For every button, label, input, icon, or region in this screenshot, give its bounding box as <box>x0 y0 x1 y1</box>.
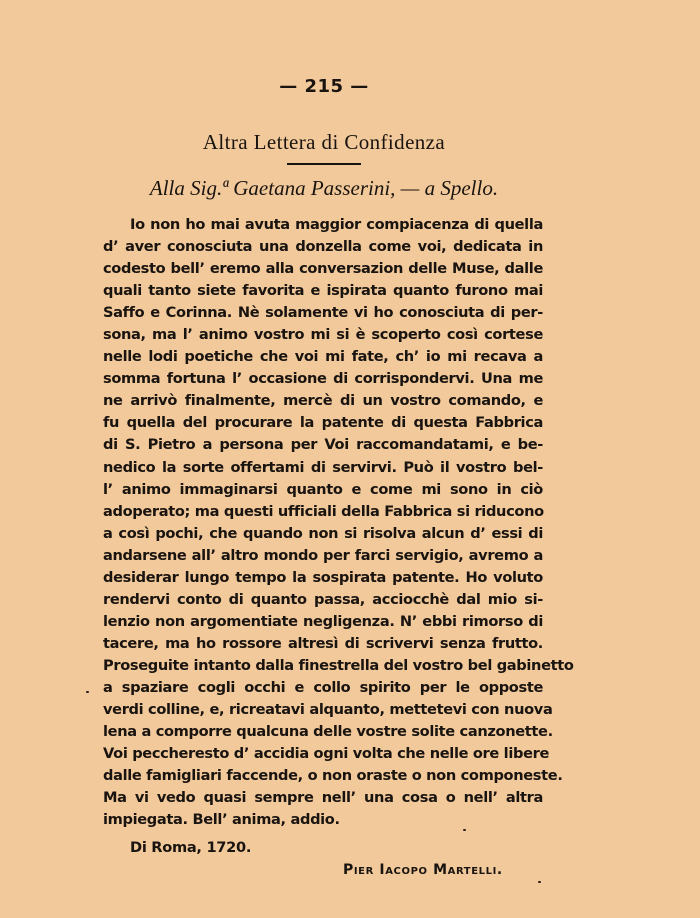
title-divider <box>287 163 361 165</box>
body-line: nedico la sorte offertami di servirvi. Può il vostro bel- <box>103 458 543 476</box>
body-line: fu quella del procurare la patente di questa Fabbrica <box>103 414 543 432</box>
page-number: — 215 — <box>279 76 369 97</box>
body-line: Saffo e Corinna. Nè solamente vi ho conosciuta di per- <box>103 304 543 322</box>
body-line: lena a comporre qualcuna delle vostre solite canzonette. <box>103 723 553 741</box>
body-line: desiderar lungo tempo la sospirata patente. Ho voluto <box>103 568 543 586</box>
print-speck <box>538 881 541 883</box>
body-line: Io non ho mai avuta maggior compiacenza di quella <box>130 216 543 233</box>
letter-dateline: Di Roma, 1720. <box>130 839 252 856</box>
letter-addressee: Alla Sig.ª Gaetana Passerini, — a Spello. <box>149 176 499 200</box>
body-line: dalle famigliari faccende, o non oraste o non componeste. <box>103 767 563 785</box>
body-line: impiegata. Bell’ anima, addio. <box>103 811 340 829</box>
letter-title: Altra Lettera di Confidenza <box>202 130 446 154</box>
body-line: lenzio non argomentiate negligenza. N’ ebbi rimorso di <box>103 612 543 630</box>
body-line: di S. Pietro a persona per Voi raccomandatami, e be- <box>103 436 543 454</box>
body-line: tacere, ma ho rossore altresì di scrivervi senza frutto. <box>103 634 543 652</box>
body-line: andarsene all’ altro mondo per farci servigio, avremo a <box>103 546 543 564</box>
print-speck <box>463 829 466 831</box>
body-line: nelle lodi poetiche che voi mi fate, ch’ io mi recava a <box>103 348 543 366</box>
print-speck <box>86 691 89 693</box>
body-line: Voi peccheresto d’ accidia ogni volta che nelle ore libere <box>103 745 550 763</box>
body-line: a spaziare cogli occhi e collo spirito per le opposte <box>103 678 543 696</box>
body-line: codesto bell’ eremo alla conversazion delle Muse, dalle <box>103 260 543 278</box>
body-line: somma fortuna l’ occasione di corrispondervi. Una me <box>103 370 543 388</box>
body-line: adoperato; ma questi ufficiali della Fabbrica si riducono <box>103 502 544 520</box>
body-line: a così pochi, che quando non si risolva alcun d’ essi di <box>103 524 543 542</box>
body-line: sona, ma l’ animo vostro mi si è scoperto così cortese <box>103 326 543 344</box>
body-line: rendervi conto di quanto passa, acciocchè dal mio si- <box>103 590 543 608</box>
body-line: verdi colline, e, ricreatavi alquanto, mettetevi con nuova <box>103 701 553 719</box>
body-line: ne arrivò finalmente, mercè di un vostro comando, e <box>103 392 543 410</box>
letter-body <box>103 214 574 831</box>
body-line: Ma vi vedo quasi sempre nell’ una cosa o nell’ altra <box>103 789 543 807</box>
body-line: d’ aver conosciuta una donzella come voi, dedicata in <box>103 238 543 256</box>
body-line: Proseguite intanto dalla finestrella del vostro bel gabinetto <box>103 656 574 674</box>
body-line: quali tanto siete favorita e ispirata quanto furono mai <box>103 282 543 300</box>
body-line: l’ animo immaginarsi quanto e come mi sono in ciò <box>103 480 543 498</box>
letter-signature: Pier Iacopo Martelli. <box>343 862 503 878</box>
